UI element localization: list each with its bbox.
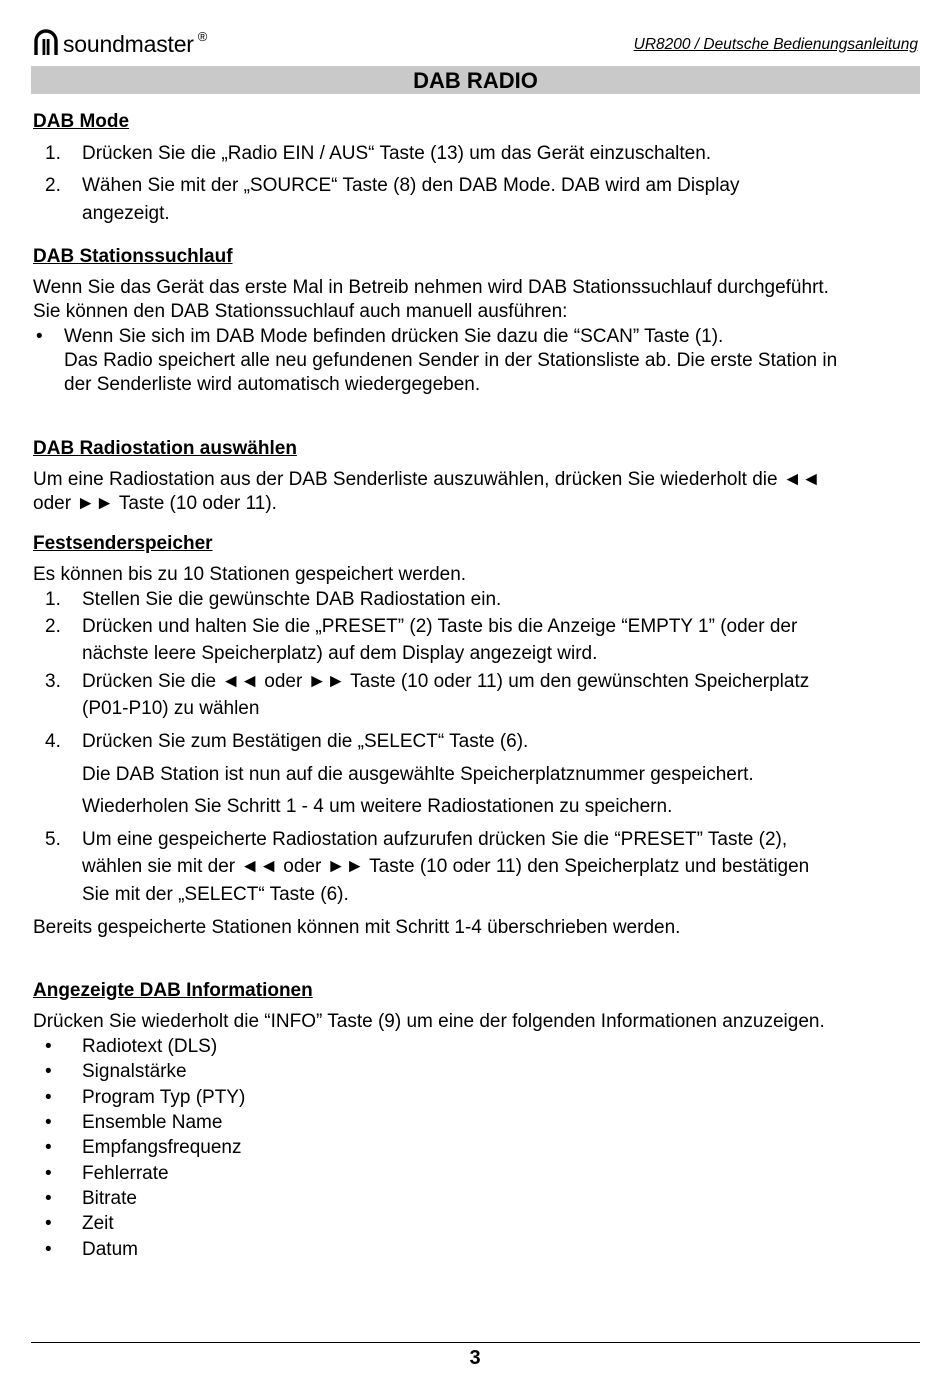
bullet-icon: • <box>45 1061 52 1082</box>
heading-presets: Festsenderspeicher <box>33 533 213 554</box>
bullet-icon: • <box>45 1213 52 1234</box>
paragraph-line: Sie können den DAB Stationssuchlauf auch manuell ausführen: <box>33 301 568 322</box>
step-text: Drücken Sie die ◄◄ oder ►► Taste (10 oder 11) um den gewünschten Speicherplatz <box>82 671 810 692</box>
page-number: 3 <box>469 1347 481 1369</box>
step-text: Stellen Sie die gewünschte DAB Radiostation ein. <box>82 589 502 610</box>
bullet-text: Das Radio speichert alle neu gefundenen Sender in der Stationsliste ab. Die erste Station in <box>64 350 838 371</box>
heading-dab-info: Angezeigte DAB Informationen <box>33 980 313 1001</box>
heading-select-station: DAB Radiostation auswählen <box>33 438 297 459</box>
heading-station-scan: DAB Stationssuchlauf <box>33 246 233 267</box>
bullet-text: Datum <box>82 1239 138 1260</box>
step-text: Die DAB Station ist nun auf die ausgewählte Speicherplatznummer gespeichert. <box>82 764 754 785</box>
bullet-text: Radiotext (DLS) <box>82 1036 218 1057</box>
document-title: UR8200 / Deutsche Bedienungsanleitung <box>633 36 918 53</box>
bullet-text: der Senderliste wird automatisch wiedergegeben. <box>64 374 481 395</box>
paragraph-line: Wenn Sie das Gerät das erste Mal in Betreib nehmen wird DAB Stationssuchlauf durchgeführt. <box>33 277 829 298</box>
bullet-icon: • <box>45 1112 52 1133</box>
bullet-icon: • <box>45 1036 52 1057</box>
bullet-text: Program Typ (PTY) <box>82 1087 246 1108</box>
heading-dab-mode: DAB Mode <box>33 111 130 132</box>
step-number: 1. <box>45 589 61 610</box>
bullet-text: Fehlerrate <box>82 1163 169 1184</box>
step-number: 3. <box>45 671 61 692</box>
paragraph-line: Es können bis zu 10 Stationen gespeichert werden. <box>33 564 467 585</box>
paragraph-line: Bereits gespeicherte Stationen können mit Schritt 1-4 überschrieben werden. <box>33 917 681 938</box>
bullet-text: Zeit <box>82 1213 114 1234</box>
registered-mark: ® <box>197 29 208 44</box>
bullet-text: Ensemble Name <box>82 1112 223 1133</box>
paragraph-line: Um eine Radiostation aus der DAB Senderliste auszuwählen, drücken Sie wiederholt die ◄◄ <box>33 469 821 490</box>
paragraph-line: Drücken Sie wiederholt die “INFO” Taste (9) um eine der folgenden Informationen anzuzeigen. <box>33 1011 825 1032</box>
step-text: Drücken Sie die „Radio EIN / AUS“ Taste (13) um das Gerät einzuschalten. <box>82 143 712 164</box>
step-text: Sie mit der „SELECT“ Taste (6). <box>82 884 349 905</box>
bullet-icon: • <box>45 1239 52 1260</box>
bullet-text: Wenn Sie sich im DAB Mode befinden drücken Sie dazu die “SCAN” Taste (1). <box>64 326 724 347</box>
bullet-text: Empfangsfrequenz <box>82 1137 242 1158</box>
step-text: nächste leere Speicherplatz) auf dem Display angezeigt wird. <box>82 643 598 664</box>
section-title-bar: DAB RADIO <box>31 66 920 94</box>
step-text: wählen sie mit der ◄◄ oder ►► Taste (10 oder 11) den Speicherplatz und bestätigen <box>82 856 810 877</box>
step-text: (P01-P10) zu wählen <box>82 698 260 719</box>
paragraph-line: oder ►► Taste (10 oder 11). <box>33 493 277 514</box>
bullet-text: Bitrate <box>82 1188 137 1209</box>
bullet-text: Signalstärke <box>82 1061 187 1082</box>
brand-name: soundmaster <box>63 31 194 57</box>
bullet-icon: • <box>36 326 43 347</box>
brand-logo <box>33 24 207 56</box>
step-text: Um eine gespeicherte Radiostation aufzurufen drücken Sie die “PRESET” Taste (2), <box>82 829 788 850</box>
soundmaster-logo-icon <box>33 28 59 56</box>
step-number: 4. <box>45 731 61 752</box>
step-text: angezeigt. <box>82 203 170 224</box>
bullet-icon: • <box>45 1137 52 1158</box>
step-text: Drücken Sie zum Bestätigen die „SELECT“ Taste (6). <box>82 731 529 752</box>
bullet-icon: • <box>45 1087 52 1108</box>
step-number: 5. <box>45 829 61 850</box>
step-text: Wiederholen Sie Schritt 1 - 4 um weitere Radiostationen zu speichern. <box>82 796 673 817</box>
bullet-icon: • <box>45 1163 52 1184</box>
step-text: Wähen Sie mit der „SOURCE“ Taste (8) den DAB Mode. DAB wird am Display <box>82 175 740 196</box>
step-text: Drücken und halten Sie die „PRESET” (2) Taste bis die Anzeige “EMPTY 1” (oder der <box>82 616 798 637</box>
bullet-icon: • <box>45 1188 52 1209</box>
step-number: 1. <box>45 143 61 164</box>
step-number: 2. <box>45 175 61 196</box>
step-number: 2. <box>45 616 61 637</box>
footer-divider <box>31 1342 920 1343</box>
